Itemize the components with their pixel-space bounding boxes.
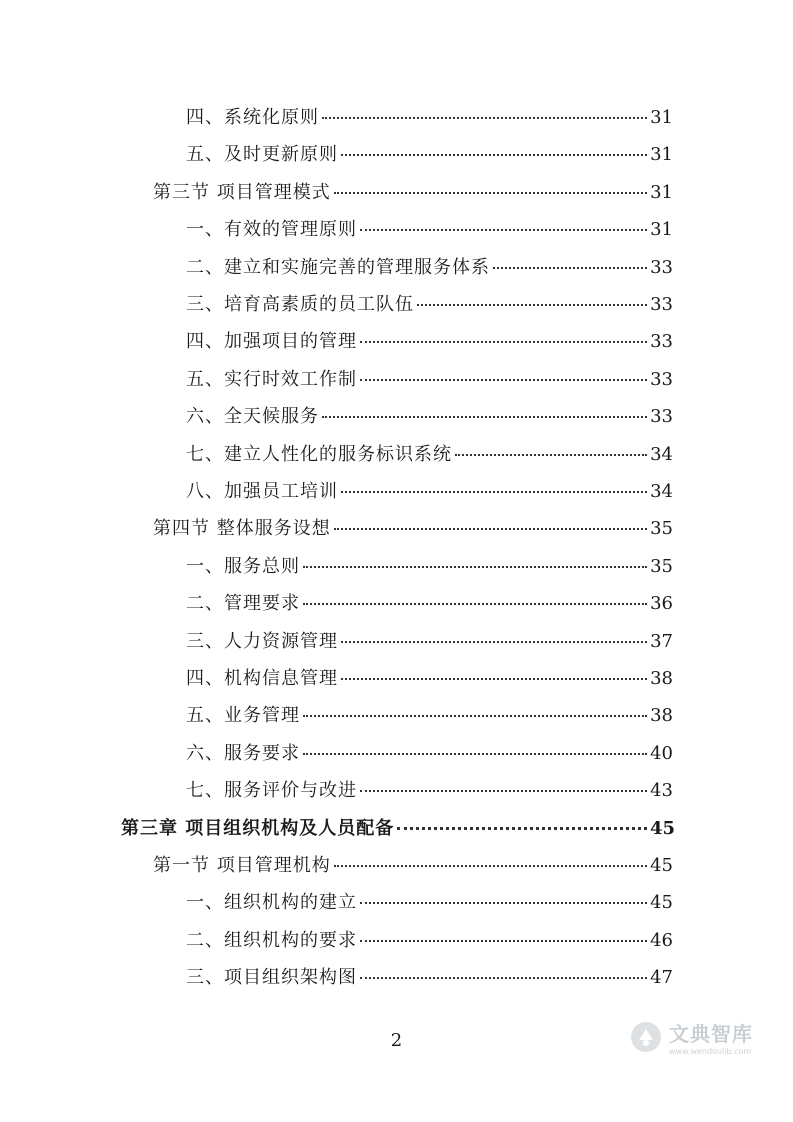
toc-entry-page: 33 [650, 256, 673, 278]
toc-entry-page: 45 [650, 855, 673, 876]
toc-dot-leader [360, 977, 647, 979]
toc-dot-leader [303, 753, 647, 755]
toc-entry-title: 第三节 项目管理模式 [153, 181, 331, 203]
toc-entry-page: 45 [649, 817, 675, 839]
toc-entry-title: 七、建立人性化的服务标识系统 [186, 443, 452, 465]
toc-entry[interactable] [153, 178, 673, 208]
toc-dot-leader [322, 117, 647, 119]
watermark-name: 文典智库 [669, 1022, 753, 1046]
toc-dot-leader [303, 566, 647, 568]
toc-dot-leader [360, 341, 647, 343]
toc-entry[interactable] [186, 440, 673, 470]
toc-entry-page: 37 [650, 630, 673, 652]
toc-entry-title: 八、加强员工培训 [186, 481, 338, 502]
toc-dot-leader [341, 678, 647, 680]
toc-entry-title: 六、全天候服务 [186, 406, 319, 428]
toc-entry-page: 35 [650, 555, 673, 577]
toc-dot-leader [334, 528, 647, 530]
toc-entry-title: 六、服务要求 [186, 742, 300, 764]
toc-entry[interactable] [186, 701, 673, 731]
toc-entry-title: 四、机构信息管理 [186, 668, 338, 689]
toc-entry[interactable] [153, 514, 673, 544]
toc-entry-title: 一、组织机构的建立 [186, 892, 357, 914]
toc-entry[interactable] [121, 814, 675, 844]
toc-entry-page: 40 [650, 742, 673, 764]
toc-entry-page: 33 [650, 406, 673, 428]
toc-entry[interactable] [186, 776, 673, 806]
toc-entry-page: 34 [650, 481, 673, 502]
toc-entry-title: 第一节 项目管理机构 [153, 855, 331, 876]
toc-entry[interactable] [186, 103, 673, 133]
toc-entry-title: 五、业务管理 [186, 705, 300, 727]
toc-entry[interactable] [186, 290, 673, 320]
toc-entry-page: 31 [650, 144, 673, 166]
toc-dot-leader [303, 603, 647, 605]
toc-dot-leader [360, 229, 647, 231]
toc-entry[interactable] [186, 589, 673, 619]
toc-entry[interactable] [186, 926, 673, 956]
toc-entry-title: 一、服务总则 [186, 555, 300, 577]
toc-entry[interactable] [186, 552, 673, 582]
toc-dot-leader [303, 715, 647, 717]
toc-entry-page: 45 [650, 892, 673, 914]
toc-entry-page: 33 [650, 331, 673, 353]
toc-dot-leader [360, 790, 647, 792]
toc-entry-title: 第三章 项目组织机构及人员配备 [121, 817, 395, 839]
toc-entry-title: 四、系统化原则 [186, 107, 319, 128]
watermark [629, 1018, 753, 1056]
toc-entry-page: 36 [650, 593, 673, 615]
toc-entry-page: 31 [650, 107, 673, 128]
toc-entry[interactable] [186, 215, 673, 245]
page-number: 2 [390, 1030, 403, 1051]
toc-entry-title: 二、管理要求 [186, 593, 300, 615]
toc-entry-title: 一、有效的管理原则 [186, 219, 357, 241]
toc-entry-title: 二、建立和实施完善的管理服务体系 [186, 256, 490, 278]
watermark-url: www.wendoulib.com [669, 1047, 752, 1056]
toc-dot-leader [360, 902, 647, 904]
toc-dot-leader [334, 865, 647, 867]
toc-entry-page: 33 [650, 368, 673, 390]
toc-entry-title: 三、人力资源管理 [186, 630, 338, 652]
toc-entry[interactable] [186, 739, 673, 769]
toc-entry-page: 47 [650, 967, 673, 989]
toc-entry-page: 38 [650, 705, 673, 727]
toc-dot-leader [341, 641, 647, 643]
toc-entry-title: 七、服务评价与改进 [186, 780, 357, 802]
toc-dot-leader [360, 379, 647, 381]
toc-entry-title: 三、项目组织架构图 [186, 967, 357, 989]
toc-entry[interactable] [186, 888, 673, 918]
toc-dot-leader [322, 416, 647, 418]
toc-entry-title: 第四节 整体服务设想 [153, 518, 331, 540]
toc-dot-leader [341, 491, 647, 493]
toc-entry-page: 34 [650, 443, 673, 465]
toc-entry-page: 31 [650, 181, 673, 203]
toc-dot-leader [493, 267, 647, 269]
toc-entry[interactable] [186, 963, 673, 993]
toc-dot-leader [360, 940, 647, 942]
toc-entry-title: 四、加强项目的管理 [186, 331, 357, 353]
toc-entry-page: 35 [650, 518, 673, 540]
toc-dot-leader [417, 304, 647, 306]
toc-entry-title: 三、培育高素质的员工队伍 [186, 294, 414, 315]
toc-entry-page: 38 [650, 668, 673, 689]
toc-dot-leader [455, 454, 647, 456]
watermark-logo-icon [629, 1020, 663, 1054]
toc-entry[interactable] [153, 851, 673, 881]
toc-entry[interactable] [186, 664, 673, 694]
toc-entry[interactable] [186, 140, 673, 170]
toc-entry-page: 33 [650, 294, 673, 315]
toc-entry[interactable] [186, 627, 673, 657]
toc-entry-title: 五、实行时效工作制 [186, 368, 357, 390]
toc-entry[interactable] [186, 402, 673, 432]
toc-entry[interactable] [186, 477, 673, 507]
toc-entry-page: 46 [650, 929, 673, 951]
toc-entry-page: 31 [650, 219, 673, 241]
toc-entry[interactable] [186, 327, 673, 357]
toc-entry-title: 五、及时更新原则 [186, 144, 338, 166]
toc-dot-leader [397, 827, 647, 830]
toc-entry-title: 二、组织机构的要求 [186, 929, 357, 951]
toc-entry[interactable] [186, 253, 673, 283]
toc-entry[interactable] [186, 365, 673, 395]
toc-entry-page: 43 [650, 780, 673, 802]
toc-dot-leader [341, 154, 647, 156]
toc-dot-leader [334, 192, 647, 194]
